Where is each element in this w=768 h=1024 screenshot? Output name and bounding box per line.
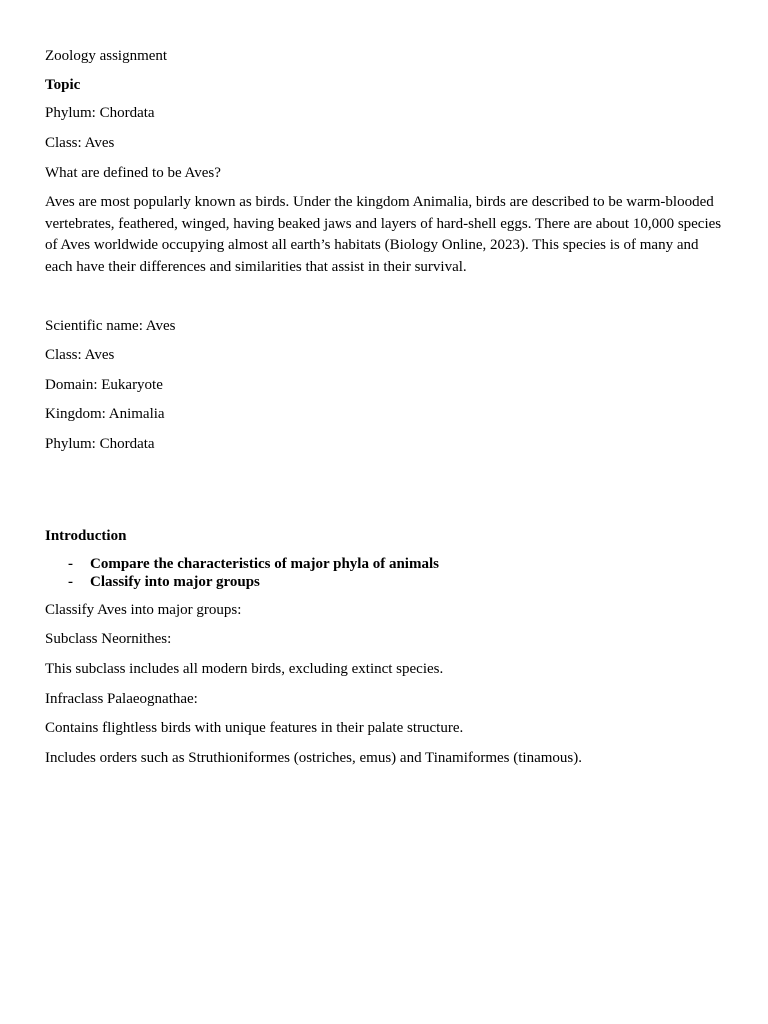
bullet-text: Classify into major groups	[90, 574, 260, 590]
taxonomy-kingdom-line: Kingdom: Animalia	[45, 406, 165, 422]
classify-line: Classify Aves into major groups:	[45, 602, 242, 618]
bullet-dash: -	[68, 556, 73, 572]
aves-description-paragraph: Aves are most popularly known as birds. Under the kingdom Animalia, birds are described to be warm-blooded vertebrates, feathered, winged, having beaked jaws and layers of hard-shell eggs. There are about 10,000 species of Aves worldwide occupying almost all earth’s habitats (Biology Online, 2023). This species is of many and each have their differences and similarities that assist in their survival.	[45, 194, 722, 275]
infraclass-line: Infraclass Palaeognathae:	[45, 691, 198, 707]
scientific-name-line: Scientific name: Aves	[45, 318, 176, 334]
taxonomy-phylum-line: Phylum: Chordata	[45, 436, 155, 452]
list-item	[68, 573, 439, 591]
bullet-dash: -	[68, 574, 73, 590]
infraclass-description: Contains flightless birds with unique features in their palate structure.	[45, 720, 464, 736]
subclass-line: Subclass Neornithes:	[45, 631, 172, 647]
bullet-text: Compare the characteristics of major phyla of animals	[90, 556, 439, 572]
taxonomy-class-line: Class: Aves	[45, 347, 115, 363]
subclass-description: This subclass includes all modern birds, excluding extinct species.	[45, 661, 444, 677]
introduction-heading: Introduction	[45, 528, 127, 544]
objectives-list	[68, 555, 439, 591]
assignment-title: Zoology assignment	[45, 48, 168, 64]
class-line: Class: Aves	[45, 135, 115, 151]
question-line: What are defined to be Aves?	[45, 165, 221, 181]
taxonomy-domain-line: Domain: Eukaryote	[45, 377, 163, 393]
phylum-line: Phylum: Chordata	[45, 105, 155, 121]
list-item	[68, 555, 439, 573]
orders-line: Includes orders such as Struthioniformes (ostriches, emus) and Tinamiformes (tinamous).	[45, 750, 582, 766]
topic-heading: Topic	[45, 77, 81, 93]
